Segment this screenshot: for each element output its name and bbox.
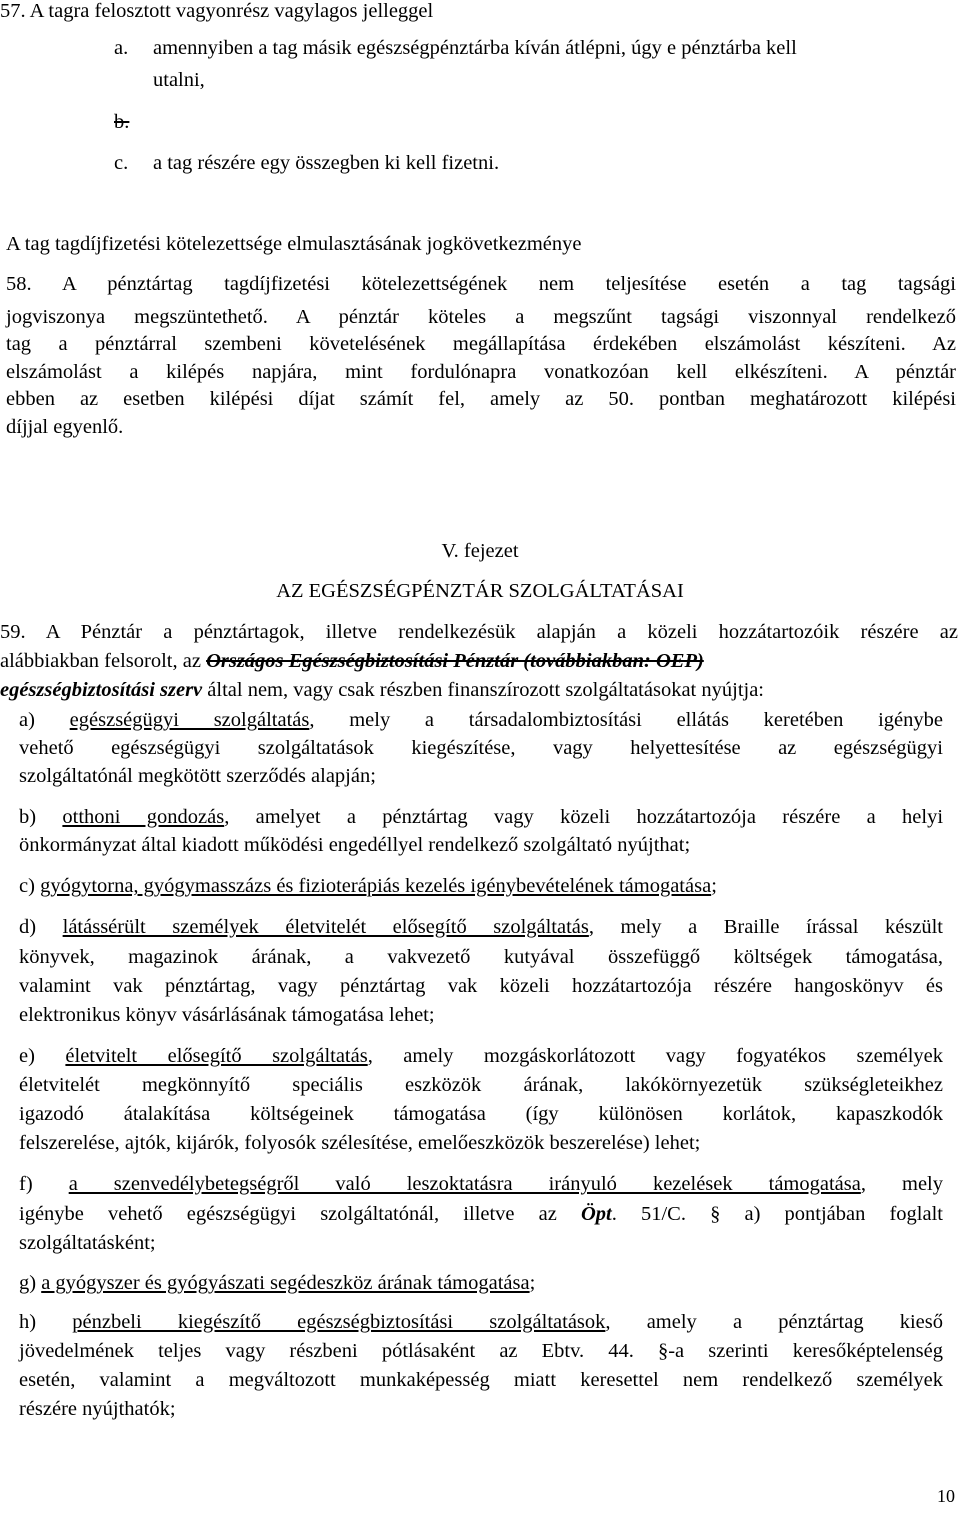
item-58-line-6: díjjal egyenlő. [6, 416, 124, 438]
item-58-line-2: jogviszonya megszüntethető. A pénztár köteles a megszűnt tagsági viszonnyal rendelkező [6, 306, 956, 328]
opt-act-reference: Öpt [580, 1203, 612, 1225]
chapter-title: AZ EGÉSZSÉGPÉNZTÁR SZOLGÁLTATÁSAI [276, 580, 684, 602]
service-f-title: a szenvedélybetegségről való leszoktatásra irányuló kezelések támogatása [68, 1173, 861, 1195]
service-b-line-2: önkormányzat által kiadott működési engedéllyel rendelkező szolgáltató nyújthat; [19, 834, 691, 856]
service-a-title: egészségügyi szolgáltatás [69, 709, 310, 731]
service-f-line-3: szolgáltatásként; [19, 1232, 156, 1254]
item-58-line-5: ebben az esetben kilépési díjat számít fel, amely az 50. pontban meghatározott kilépési [6, 388, 956, 410]
item-59-line-2: alábbiakban felsorolt, az Országos Egészségbiztosítási Pénztár (továbbiakban: OEP) [0, 650, 704, 672]
item-57-c-text: a tag részére egy összegben ki kell fizetni. [153, 152, 500, 174]
item-57-b-marker-struck: b. [114, 111, 130, 133]
item-57-a-line-2: utalni, [153, 69, 205, 91]
item-57-a-line-1: amennyiben a tag másik egészségpénztárba kíván átlépni, úgy e pénztárba kell [153, 37, 797, 59]
item-57-c-marker: c. [114, 152, 129, 174]
item-57-title: 57. A tagra felosztott vagyonrész vagylagos jelleggel [0, 0, 434, 22]
struck-oep-reference: Országos Egészségbiztosítási Pénztár (továbbiakban: OEP) [206, 650, 704, 672]
service-h-line-2: jövedelmének teljes vagy részbeni pótlásaként az Ebtv. 44. §-a szerinti keresőképtelenség [19, 1340, 943, 1362]
service-h-title: pénzbeli kiegészítő egészségbiztosítási szolgáltatások [72, 1311, 606, 1333]
service-h-line-1: h) pénzbeli kiegészítő egészségbiztosítási szolgáltatások, amely a pénztártag kieső [19, 1311, 944, 1333]
health-insurance-body: egészségbiztosítási szerv [0, 679, 203, 701]
service-g-line-1: g) a gyógyszer és gyógyászati segédeszköz árának támogatása; [19, 1272, 536, 1294]
service-a-line-1: a) egészségügyi szolgáltatás, mely a társadalombiztosítási ellátás keretében igénybe [19, 709, 943, 731]
service-e-line-2: életvitelét megkönnyítő speciális eszközök árának, lakókörnyezetük szükségleteikhez [19, 1074, 943, 1096]
service-d-line-4: elektronikus könyv vásárlásának támogatása lehet; [19, 1004, 435, 1026]
service-a-line-3: szolgáltatónál megkötött szerződés alapján; [19, 765, 376, 787]
item-58-line-3: tag a pénztárral szembeni követelésének megállapítása érdekében elszámolást készíteni. Az [6, 333, 956, 355]
service-e-title: életvitelt elősegítő szolgáltatás [65, 1045, 368, 1067]
item-59-line-1: 59. A Pénztár a pénztártagok, illetve rendelkezésük alapján a közeli hozzátartozóik részére az [0, 621, 958, 643]
service-e-line-3: igazodó átalakítása költségeinek támogatása (így különösen korlátok, kapaszkodók [19, 1103, 943, 1125]
service-d-line-3: valamint vak pénztártag, vagy pénztártag vak közeli hozzátartozója részére hangoskönyv és [19, 975, 943, 997]
service-g-title: a gyógyszer és gyógyászati segédeszköz árának támogatása [41, 1272, 530, 1294]
service-d-title: látássérült személyek életvitelét elősegítő szolgáltatás [62, 916, 589, 938]
service-e-line-1: e) életvitelt elősegítő szolgáltatás, amely mozgáskorlátozott vagy fogyatékos személyek [19, 1045, 944, 1067]
page-number: 10 [937, 1486, 955, 1506]
service-h-line-3: esetén, valamint a megváltozott munkaképesség miatt keresettel nem rendelkező személyek [19, 1369, 943, 1391]
service-f-line-1: f) a szenvedélybetegségről való leszoktatásra irányuló kezelések támogatása, mely [19, 1173, 943, 1195]
item-57-a-marker: a. [114, 37, 129, 59]
service-d-line-2: könyvek, magazinok árának, a vakvezető kutyával összefüggő költségek támogatása, [19, 946, 943, 968]
service-f-line-2: igénybe vehető egészségügyi szolgáltatónál, illetve az Öpt. 51/C. § a) pontjában foglalt [19, 1203, 943, 1225]
service-a-line-2: vehető egészségügyi szolgáltatások kiegészítése, vagy helyettesítése az egészségügyi [19, 737, 943, 759]
item-58-line-1: 58. A pénztártag tagdíjfizetési kötelezettségének nem teljesítése esetén a tag tagsági [6, 273, 956, 295]
service-h-line-4: részére nyújthatók; [19, 1398, 176, 1420]
item-58-line-4: elszámolást a kilépés napjára, mint fordulónapra vonatkozóan kell elkészíteni. A pénztár [6, 361, 956, 383]
service-d-line-1: d) látássérült személyek életvitelét elősegítő szolgáltatás, mely a Braille írással készült [19, 916, 944, 938]
service-c-line-1: c) gyógytorna, gyógymasszázs és fizioterápiás kezelés igénybevételének támogatása; [19, 875, 717, 897]
chapter-number: V. fejezet [441, 540, 519, 562]
service-b-line-1: b) otthoni gondozás, amelyet a pénztártag vagy közeli hozzátartozója részére a helyi [19, 806, 944, 828]
section-heading: A tag tagdíjfizetési kötelezettsége elmulasztásának jogkövetkezménye [6, 233, 582, 255]
service-e-line-4: felszerelése, ajtók, kijárók, folyosók szélesítése, emelőeszközök beszerelése) lehet; [19, 1132, 701, 1154]
service-b-title: otthoni gondozás [62, 806, 225, 828]
item-59-line-3: egészségbiztosítási szerv által nem, vagy csak részben finanszírozott szolgáltatásokat nyújtja: [0, 679, 765, 701]
service-c-title: gyógytorna, gyógymasszázs és fizioterápiás kezelés igénybevételének támogatása [40, 875, 712, 897]
